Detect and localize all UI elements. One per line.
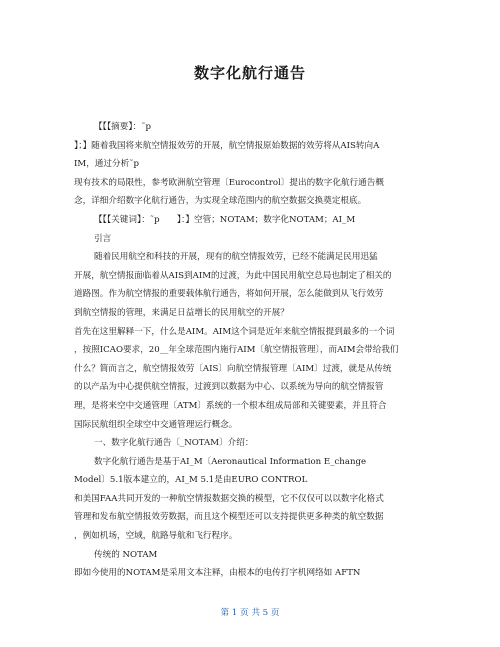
body-line: 和美国FAA共同开发的一种航空情报数据交换的模型，它不仅仅可以以数字化格式 bbox=[74, 493, 384, 504]
body-line: 理，是将来空中交通管理〔ATM〕系统的一个根本组成局部和关键要素，并且符合 bbox=[74, 400, 387, 411]
abstract-heading: 【【【摘要】：˜p bbox=[94, 122, 152, 132]
body-line: 传统的 NOTAM bbox=[94, 549, 158, 560]
document-title: 数字化航行通告 bbox=[193, 64, 306, 82]
body-line: 首先在这里解释一下，什么是AIM。AIM这个词是近年来航空情报提到最多的一个词 bbox=[74, 326, 395, 337]
section-heading-intro: 引言 bbox=[94, 233, 112, 244]
document-body bbox=[74, 118, 434, 583]
body-line: 念，详细介绍数字化航行通告，为实现全球范围内的航空数据交换奠定根底。 bbox=[74, 196, 367, 207]
section-heading-1: 一、数字化航行通告〔_NOTAM〕介绍： bbox=[94, 438, 254, 449]
body-line: 什么？简而言之，航空情报效劳〔AIS〕向航空情报管理〔AIM〕过渡，就是从传统 bbox=[74, 363, 392, 374]
body-line: 】；】随着我国将来航空情报效劳的开展，航空情报原始数据的效劳将从AIS转向A bbox=[74, 140, 380, 151]
body-line: 开展，航空情报面临着从AIS到AIM的过渡，为此中国民用航空总局也制定了相关的 bbox=[74, 270, 392, 281]
body-line: 即如今使用的NOTAM是采用文本注释，由根本的电传打字机网络如 AFTN bbox=[74, 568, 361, 579]
body-line: 的以产品为中心提供航空情报，过渡到以数据为中心、以系统为导向的航空情报管 bbox=[74, 382, 384, 393]
body-line: ，例如机场，空域，航路导航和飞行程序。 bbox=[74, 531, 238, 542]
body-line: 随着民用航空和科技的开展，现有的航空情报效劳，已经不能满足民用迅猛 bbox=[94, 252, 378, 263]
body-line: 国际民航组织全球空中交通管理运行概念。 bbox=[74, 419, 238, 430]
body-line: ，按照ICAO要求，20__年全球范围内施行AIM〔航空情报管理〕，而AIM会带给我们 bbox=[74, 345, 399, 356]
page-footer: 第 1 页 共 5 页 bbox=[220, 608, 280, 618]
body-line: 数字化航行通告是基于AI_M〔Aeronautical Information E_change bbox=[94, 456, 367, 467]
keywords-line: 【【【关键词】：˜p 】：】空管；NOTAM；数字化NOTAM；AI_M bbox=[94, 214, 356, 225]
body-line: IM，通过分析˜p bbox=[74, 159, 139, 170]
body-line: 道路图。作为航空情报的重要载体航行通告，将如何开展，怎么能做到从飞行效劳 bbox=[74, 289, 384, 300]
body-line: 管理和发布航空情报效劳数据，而且这个模型还可以支持提供更多种类的航空数据 bbox=[74, 512, 384, 523]
body-line: Model〕5.1版本建立的，AI_M 5.1是由EURO CONTROL bbox=[74, 475, 308, 486]
body-line: 到航空情报的管理，来满足日益增长的民用航空的开展？ bbox=[74, 307, 289, 318]
body-line: 现有技术的局限性，参考欧洲航空管理〔Eurocontrol〕提出的数字化航行通告概 bbox=[74, 177, 384, 188]
